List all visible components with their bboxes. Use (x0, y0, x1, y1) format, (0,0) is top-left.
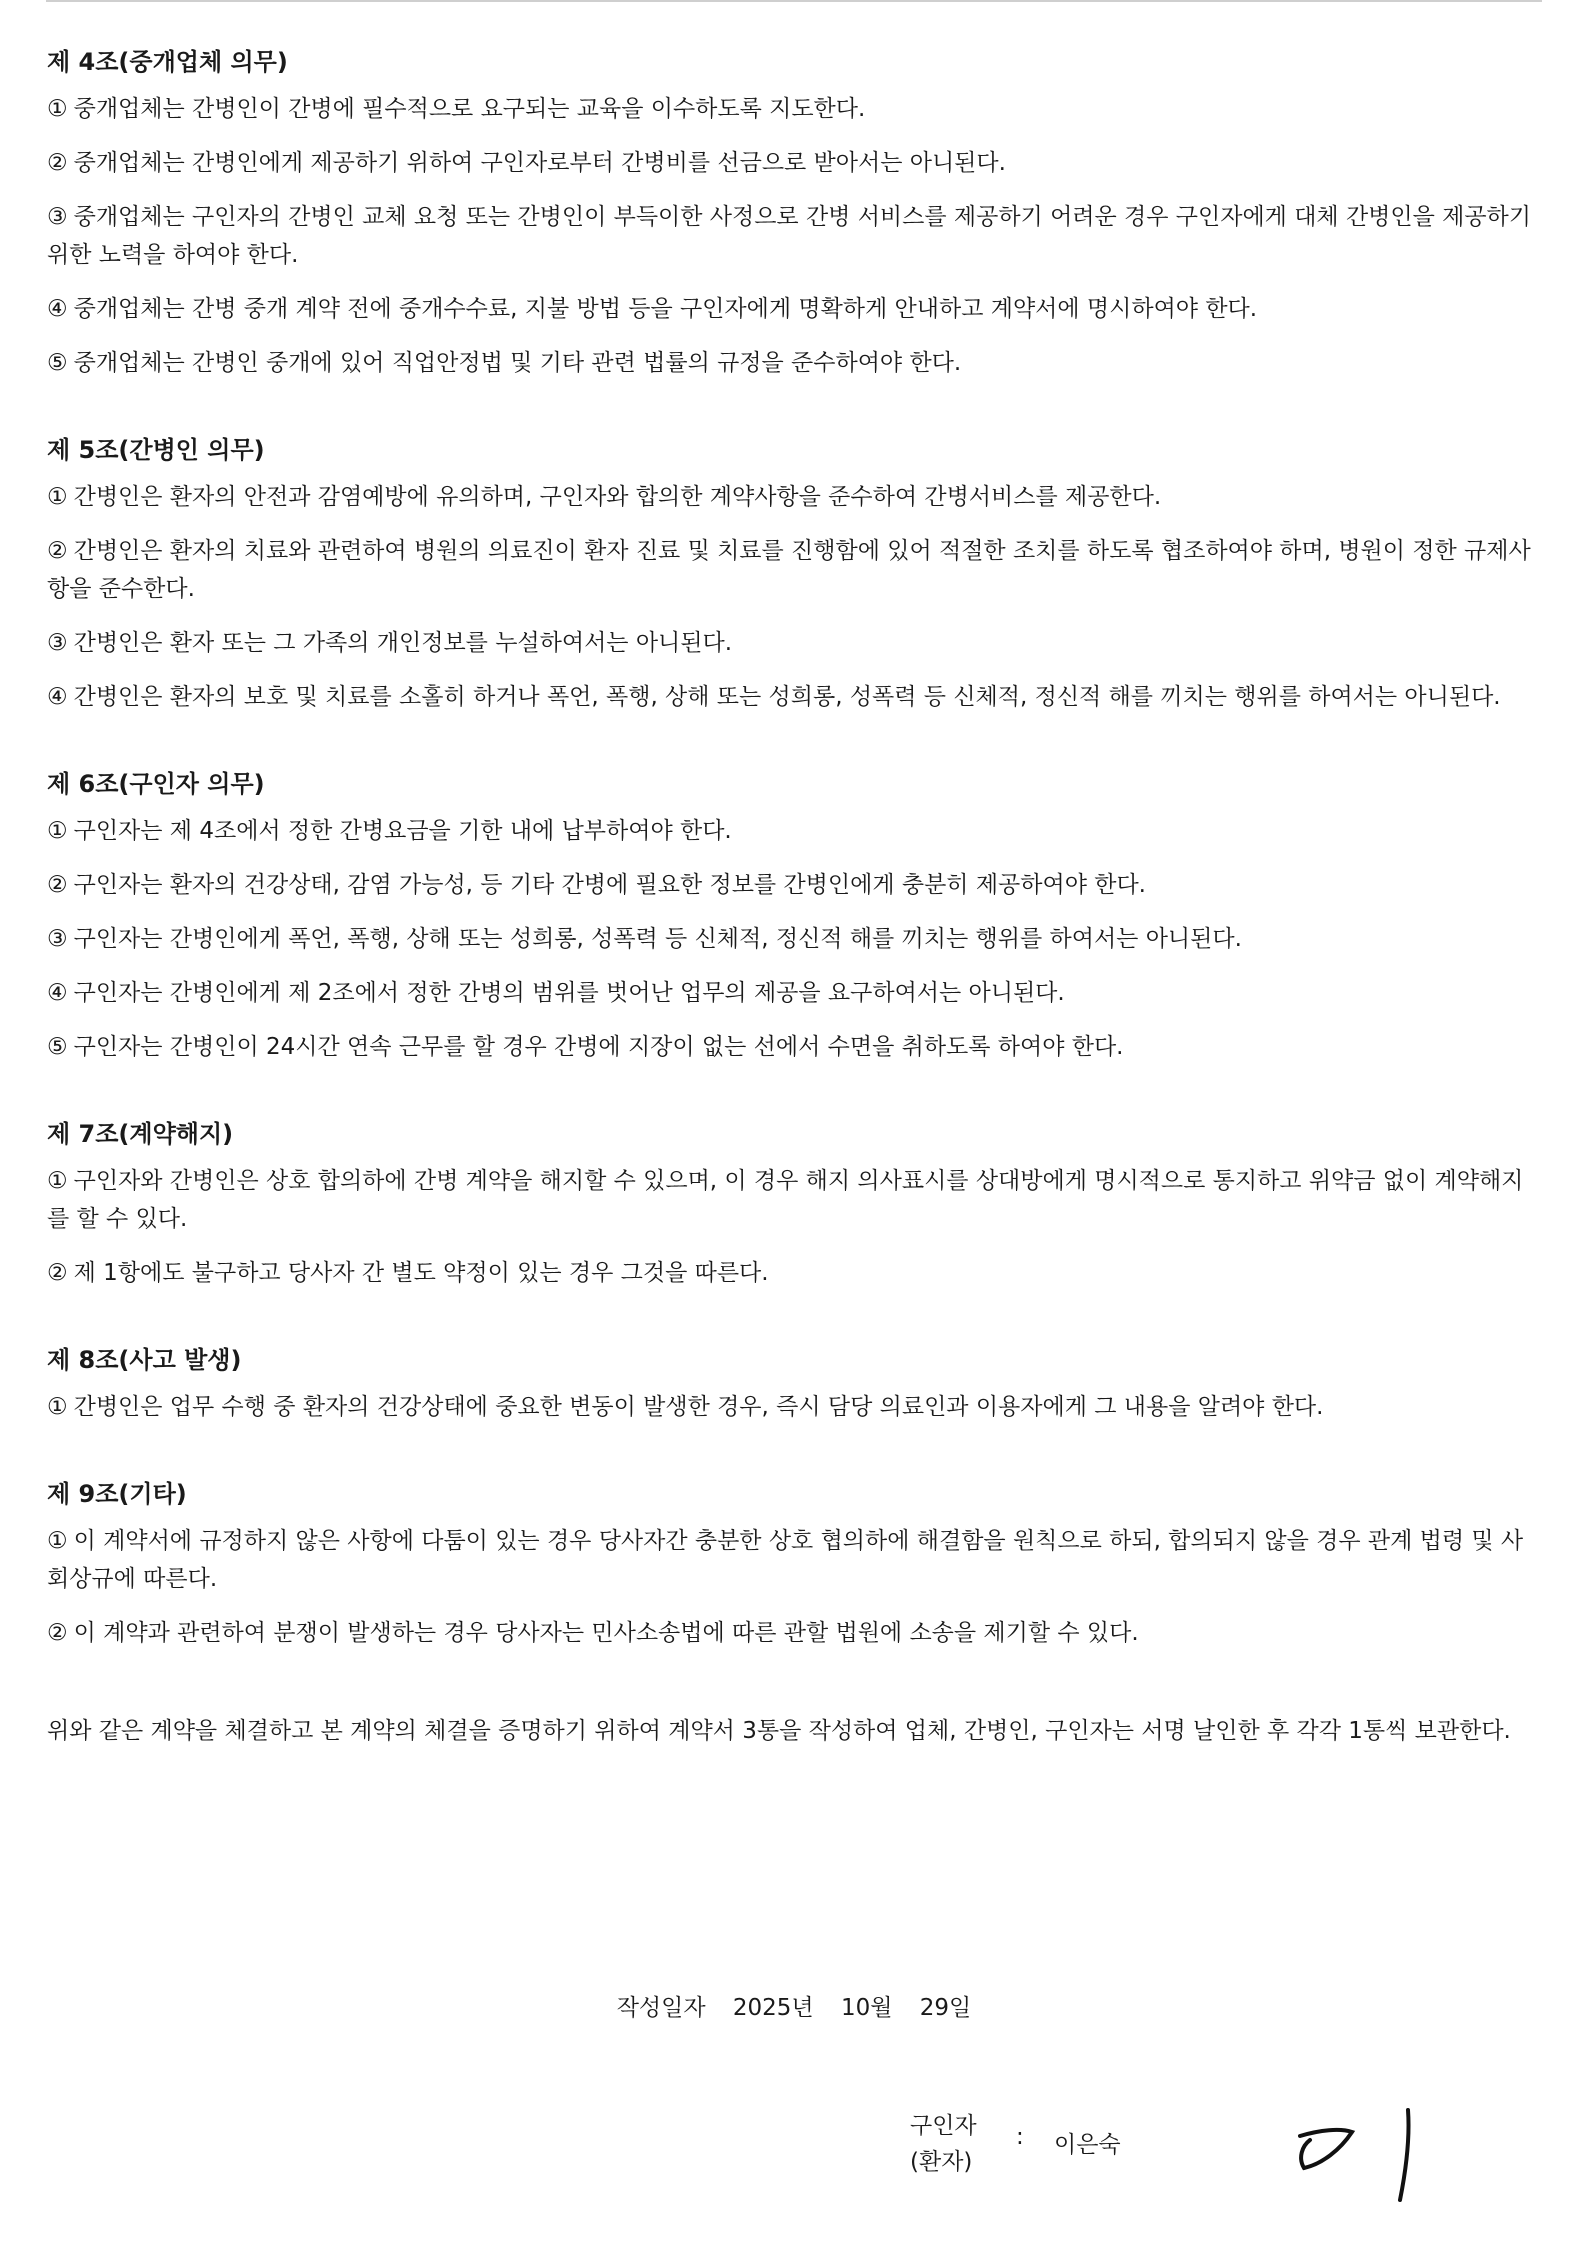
date-month: 10월 (840, 1995, 893, 2021)
article-section (47, 1116, 1542, 1292)
clause-item (47, 866, 1542, 904)
clause-text: 제 1항에도 불구하고 당사자 간 별도 약정이 있는 경우 그것을 따른다. (73, 1260, 769, 1286)
clause-item (47, 974, 1542, 1012)
clause-item (47, 1254, 1542, 1292)
clause-text: 구인자는 제 4조에서 정한 간병요금을 기한 내에 납부하여야 한다. (73, 818, 732, 844)
article-title: 제 5조(간병인 의무) (47, 436, 265, 464)
clause-text: 간병인은 업무 수행 중 환자의 건강상태에 중요한 변동이 발생한 경우, 즉시 담당 의료인과 이용자에게 그 내용을 알려야 한다. (73, 1394, 1324, 1420)
clause-item (47, 198, 1542, 274)
clause-number: ③ (47, 630, 68, 656)
clause-number: ① (47, 818, 68, 844)
clause-text: 중개업체는 간병 중개 계약 전에 중개수수료, 지불 방법 등을 구인자에게 명확하게 안내하고 계약서에 명시하여야 한다. (73, 296, 1258, 322)
article-section (47, 432, 1542, 716)
clause-text: 이 계약서에 규정하지 않은 사항에 다툼이 있는 경우 당사자간 충분한 상호 협의하에 해결함을 원칙으로 하되, 합의되지 않을 경우 관계 법령 및 사회상규에 따른다. (47, 1528, 1524, 1592)
signer-name: 이은숙 (1054, 2132, 1121, 2158)
clause-number: ② (47, 1620, 68, 1646)
clause-text: 구인자는 간병인에게 폭언, 폭행, 상해 또는 성희롱, 성폭력 등 신체적, 정신적 해를 끼치는 행위를 하여서는 아니된다. (73, 926, 1242, 952)
signer-colon: : (1016, 2124, 1024, 2150)
clause-number: ③ (47, 926, 68, 952)
clause-number: ③ (47, 204, 68, 230)
clause-number: ④ (47, 980, 68, 1006)
clause-item (47, 144, 1542, 182)
article-title: 제 4조(중개업체 의무) (47, 48, 288, 76)
clause-item (47, 532, 1542, 608)
date-year: 2025년 (732, 1995, 814, 2021)
clause-item (47, 90, 1542, 128)
clause-number: ① (47, 484, 68, 510)
date-line (0, 1990, 1588, 2026)
clause-item (47, 478, 1542, 516)
clause-item (47, 920, 1542, 958)
clause-text: 이 계약과 관련하여 분쟁이 발생하는 경우 당사자는 민사소송법에 따른 관할 법원에 소송을 제기할 수 있다. (73, 1620, 1139, 1646)
clause-item (47, 290, 1542, 328)
clause-item (47, 344, 1542, 382)
closing-statement: 위와 같은 계약을 체결하고 본 계약의 체결을 증명하기 위하여 계약서 3통을 작성하여 업체, 간병인, 구인자는 서명 날인한 후 각각 1통씩 보관한다. (47, 1718, 1511, 1744)
article-list (47, 44, 1542, 1652)
signer-role-line2: (환자) (910, 2149, 973, 2175)
clause-text: 간병인은 환자의 안전과 감염예방에 유의하며, 구인자와 합의한 계약사항을 준수하여 간병서비스를 제공한다. (73, 484, 1162, 510)
clause-item (47, 812, 1542, 850)
article-section (47, 766, 1542, 1066)
clause-number: ① (47, 96, 68, 122)
clause-text: 중개업체는 간병인이 간병에 필수적으로 요구되는 교육을 이수하도록 지도한다. (73, 96, 866, 122)
article-section (47, 1342, 1542, 1426)
clause-text: 구인자는 간병인이 24시간 연속 근무를 할 경우 간병에 지장이 없는 선에서 수면을 취하도록 하여야 한다. (73, 1034, 1124, 1060)
clause-number: ① (47, 1168, 68, 1194)
handwritten-signature (1280, 2098, 1440, 2218)
clause-number: ① (47, 1528, 68, 1554)
clause-item (47, 678, 1542, 716)
clause-item (47, 1388, 1542, 1426)
date-label: 작성일자 (616, 1995, 706, 2021)
contract-document (47, 36, 1542, 1750)
clause-number: ② (47, 872, 68, 898)
article-section (47, 1476, 1542, 1652)
clause-text: 중개업체는 간병인 중개에 있어 직업안정법 및 기타 관련 법률의 규정을 준수하여야 한다. (73, 350, 962, 376)
clause-number: ① (47, 1394, 68, 1420)
article-title: 제 6조(구인자 의무) (47, 770, 265, 798)
clause-item (47, 1522, 1542, 1598)
date-day: 29일 (919, 1995, 972, 2021)
clause-number: ⑤ (47, 1034, 68, 1060)
signature-block (910, 2108, 1510, 2228)
clause-number: ④ (47, 684, 68, 710)
clause-text: 간병인은 환자의 보호 및 치료를 소홀히 하거나 폭언, 폭행, 상해 또는 성희롱, 성폭력 등 신체적, 정신적 해를 끼치는 행위를 하여서는 아니된다. (73, 684, 1501, 710)
clause-item (47, 1028, 1542, 1066)
clause-text: 간병인은 환자 또는 그 가족의 개인정보를 누설하여서는 아니된다. (73, 630, 732, 656)
clause-text: 중개업체는 간병인에게 제공하기 위하여 구인자로부터 간병비를 선금으로 받아서는 아니된다. (73, 150, 1006, 176)
clause-item (47, 624, 1542, 662)
article-title: 제 9조(기타) (47, 1480, 187, 1508)
clause-text: 구인자와 간병인은 상호 합의하에 간병 계약을 해지할 수 있으며, 이 경우 해지 의사표시를 상대방에게 명시적으로 통지하고 위약금 없이 계약해지를 할 수 있다. (47, 1168, 1524, 1232)
clause-number: ⑤ (47, 350, 68, 376)
clause-text: 간병인은 환자의 치료와 관련하여 병원의 의료진이 환자 진료 및 치료를 진행함에 있어 적절한 조치를 하도록 협조하여야 하며, 병원이 정한 규제사항을 준수한다. (47, 538, 1531, 602)
clause-number: ② (47, 538, 68, 564)
signer-role (910, 2108, 977, 2180)
clause-item (47, 1162, 1542, 1238)
clause-text: 구인자는 환자의 건강상태, 감염 가능성, 등 기타 간병에 필요한 정보를 간병인에게 충분히 제공하여야 한다. (73, 872, 1146, 898)
article-title: 제 7조(계약해지) (47, 1120, 234, 1148)
clause-number: ④ (47, 296, 68, 322)
article-title: 제 8조(사고 발생) (47, 1346, 242, 1374)
clause-item (47, 1614, 1542, 1652)
clause-text: 중개업체는 구인자의 간병인 교체 요청 또는 간병인이 부득이한 사정으로 간병 서비스를 제공하기 어려운 경우 구인자에게 대체 간병인을 제공하기 위한 노력을 하여야 한다. (47, 204, 1531, 268)
clause-number: ② (47, 1260, 68, 1286)
clause-number: ② (47, 150, 68, 176)
top-divider (46, 0, 1542, 2)
signer-role-line1: 구인자 (910, 2113, 977, 2139)
article-section (47, 44, 1542, 382)
clause-text: 구인자는 간병인에게 제 2조에서 정한 간병의 범위를 벗어난 업무의 제공을 요구하여서는 아니된다. (73, 980, 1065, 1006)
